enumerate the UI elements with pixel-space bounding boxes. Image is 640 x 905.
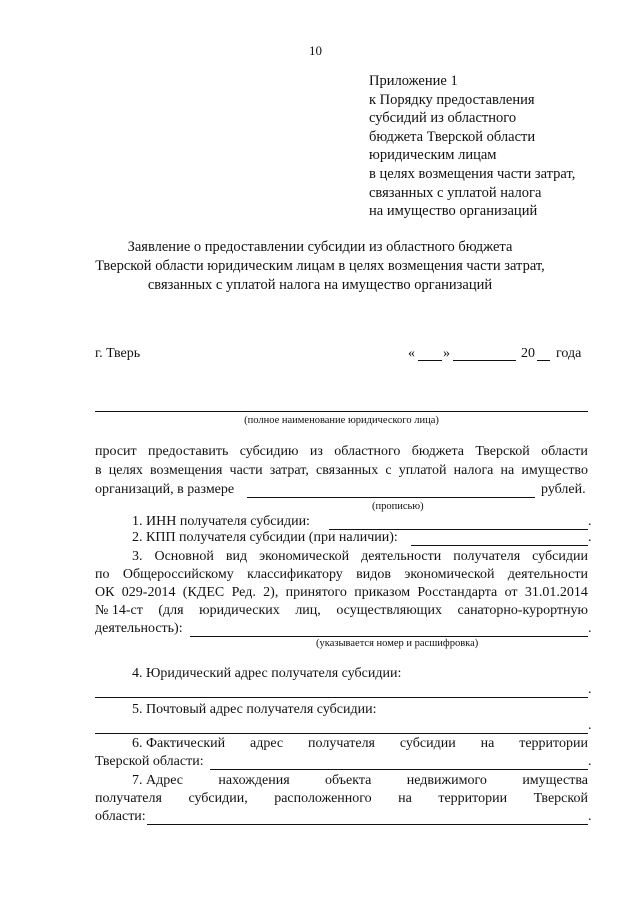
word: Ред. — [231, 585, 256, 600]
date-day-blank[interactable] — [418, 360, 442, 361]
org-name-caption: (полное наименование юридического лица) — [244, 415, 439, 426]
item-6-line-2: Тверской области: — [95, 754, 204, 769]
word: целях — [108, 463, 143, 478]
item-2-label: 2. КПП получателя субсидии (при наличии): — [132, 530, 398, 545]
item-5-dot: . — [588, 718, 592, 733]
page-number: 10 — [309, 43, 322, 58]
item-1-dot: . — [588, 514, 592, 529]
word: по — [95, 567, 110, 582]
word: Тверской — [533, 791, 588, 806]
item-6-line-1 — [132, 736, 588, 752]
word: ОК — [95, 585, 115, 600]
word: областного — [334, 444, 401, 459]
word: деятельности — [507, 567, 588, 582]
word: № 14-ст — [95, 603, 143, 618]
word: затрат, — [269, 463, 309, 478]
appendix-line: бюджета Тверской области — [369, 128, 536, 145]
word: субсидии — [532, 549, 588, 564]
title-line: Заявление о предоставлении субсидии из областного бюджета — [127, 239, 513, 255]
word: 6. Фактический — [132, 736, 226, 751]
property-address-blank[interactable] — [147, 824, 588, 825]
word: недвижимого — [406, 773, 487, 788]
word: 2), — [263, 585, 279, 600]
postal-address-blank[interactable] — [95, 733, 588, 734]
word: получателя — [95, 791, 162, 806]
date-year-prefix: 20 — [521, 346, 535, 361]
word: санаторно-курортную — [457, 603, 588, 618]
word: области — [541, 444, 588, 459]
appendix-line: юридическим лицам — [369, 147, 497, 164]
word: принятого — [285, 585, 347, 600]
word: (КДЕС — [182, 585, 225, 600]
word: от — [504, 585, 518, 600]
request-line-2 — [95, 463, 588, 479]
word: получателя — [308, 736, 375, 751]
word: на — [500, 463, 515, 478]
word: деятельности — [361, 549, 442, 564]
title-line: связанных с уплатой налога на имущество организаций — [147, 277, 493, 293]
word: 7. Адрес — [132, 773, 184, 788]
word: объекта — [325, 773, 372, 788]
word: субсидию — [239, 444, 299, 459]
request-line-3-prefix: организаций, в размере — [95, 482, 235, 497]
item-6-dot: . — [588, 754, 592, 769]
word: 31.01.2014 — [524, 585, 588, 600]
word: 029-2014 — [121, 585, 176, 600]
word: имущество — [521, 463, 588, 478]
word: Основной — [154, 549, 214, 564]
item-7-dot: . — [588, 809, 592, 824]
word: Общероссийскому — [122, 567, 234, 582]
item-3-dot: . — [588, 621, 592, 636]
org-name-blank[interactable] — [95, 411, 588, 412]
word: субсидии, — [188, 791, 248, 806]
place: г. Тверь — [95, 346, 141, 361]
word: имущества — [522, 773, 588, 788]
item-4-label: 4. Юридический адрес получателя субсидии: — [132, 666, 402, 681]
word: территории — [438, 791, 508, 806]
word: осуществляющих — [336, 603, 442, 618]
word: вид — [225, 549, 248, 564]
word: предоставить — [148, 444, 229, 459]
date-year-blank[interactable] — [537, 360, 550, 361]
word: территории — [519, 736, 588, 751]
item-1-label: 1. ИНН получателя субсидии: — [132, 514, 310, 529]
item-3-line-2 — [95, 567, 588, 583]
word: просит — [95, 444, 137, 459]
actual-address-blank[interactable] — [210, 769, 588, 770]
word: из — [309, 444, 323, 459]
word: 3. — [132, 549, 143, 564]
request-line-3-suffix: рублей. — [541, 482, 586, 497]
item-3-line-5: деятельность): — [95, 621, 183, 636]
date-year-word: года — [556, 346, 582, 361]
date-month-blank[interactable] — [453, 360, 516, 361]
word: (для — [158, 603, 184, 618]
word: субсидии — [399, 736, 456, 751]
word: в — [95, 463, 102, 478]
item-7-line-3: области: — [95, 809, 146, 824]
word: расположенного — [274, 791, 372, 806]
word: нахождения — [218, 773, 290, 788]
amount-blank[interactable] — [247, 497, 535, 498]
word: приказом — [354, 585, 411, 600]
word: уплатой — [398, 463, 447, 478]
word: классификатору — [247, 567, 343, 582]
item-3-line-3 — [95, 585, 588, 601]
amount-caption: (прописью) — [372, 501, 424, 512]
kpp-blank[interactable] — [411, 545, 588, 546]
item-3-line-4 — [95, 603, 588, 619]
activity-blank[interactable] — [190, 636, 588, 637]
date-open-quote: « — [408, 346, 415, 361]
appendix-line: в целях возмещения части затрат, — [369, 165, 576, 182]
word: Тверской — [475, 444, 530, 459]
word: части — [229, 463, 263, 478]
date-field — [408, 346, 588, 364]
word: адрес — [250, 736, 284, 751]
item-3-line-1 — [132, 549, 588, 565]
word: экономической — [404, 567, 495, 582]
activity-caption: (указывается номер и расшифровка) — [316, 638, 479, 649]
word: Росстандарта — [417, 585, 498, 600]
date-close-quote: » — [443, 346, 450, 361]
word: налога — [453, 463, 494, 478]
appendix-block — [369, 72, 575, 221]
word: бюджета — [411, 444, 464, 459]
appendix-line: субсидий из областного — [369, 110, 517, 127]
word: на — [480, 736, 495, 751]
item-5-label: 5. Почтовый адрес получателя субсидии: — [132, 702, 377, 717]
word: возмещения — [150, 463, 223, 478]
legal-address-blank[interactable] — [95, 697, 588, 698]
word: видов — [356, 567, 391, 582]
word: с — [385, 463, 392, 478]
word: на — [398, 791, 412, 806]
word: лиц, — [295, 603, 321, 618]
word: получателя — [453, 549, 521, 564]
request-line-1 — [95, 444, 588, 460]
word: связанных — [316, 463, 379, 478]
appendix-line: на имущество организаций — [369, 203, 538, 220]
title-line: Тверской области юридическим лицам в целях возмещения части затрат, — [95, 258, 545, 274]
appendix-line: связанных с уплатой налога — [369, 184, 542, 201]
item-2-dot: . — [588, 530, 592, 545]
word: экономической — [259, 549, 350, 564]
appendix-line: к Порядку предоставления — [369, 91, 535, 108]
item-7-line-1 — [132, 773, 588, 789]
appendix-line: Приложение 1 — [369, 73, 458, 89]
item-7-line-2 — [95, 791, 588, 807]
item-4-dot: . — [588, 682, 592, 697]
word: юридических — [199, 603, 280, 618]
document-title — [60, 238, 580, 295]
